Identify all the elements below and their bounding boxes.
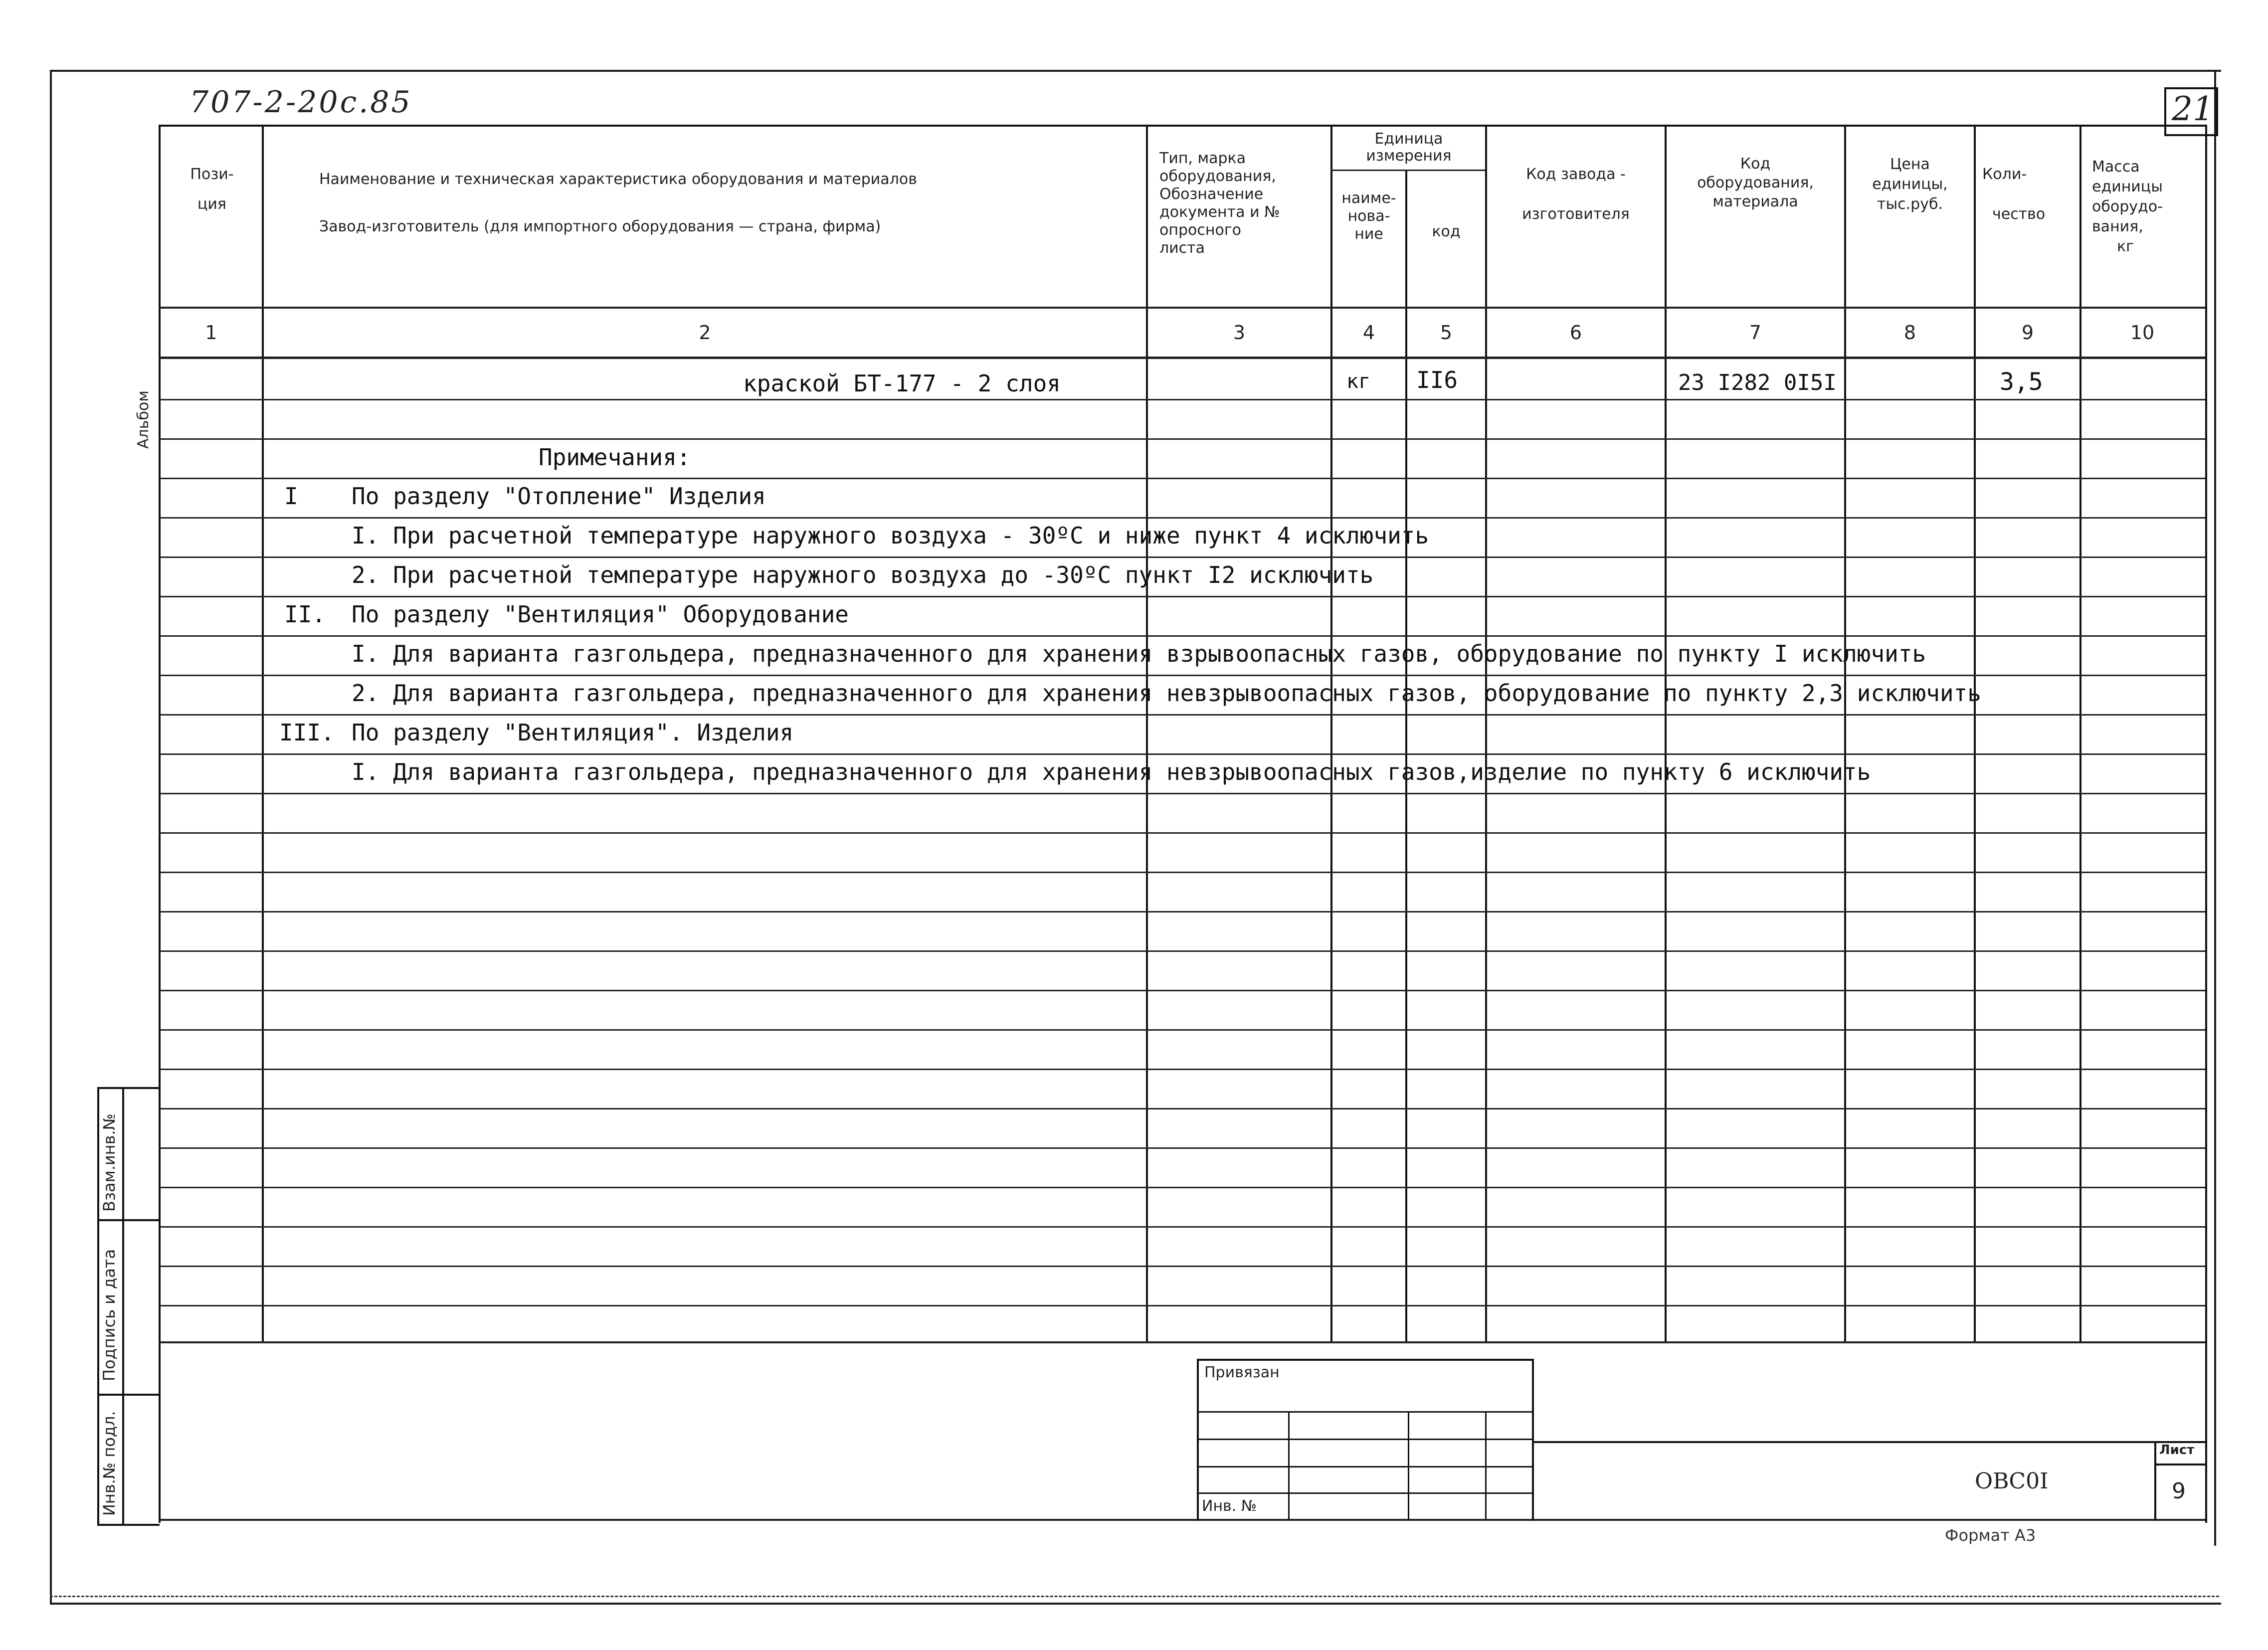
left-strip-invpodl: Инв.№ подл. [100, 1411, 119, 1516]
note1-title: По разделу "Отопление" Изделия [352, 483, 766, 510]
stamp-line-2 [1197, 1439, 1534, 1440]
format-label: Формат А3 [1945, 1526, 2036, 1545]
body-row-line [159, 478, 2205, 479]
header-unit-l2: измерения [1366, 147, 1452, 165]
colnum-8: 8 [1903, 322, 1916, 344]
note2-item1: I. Для варианта газгольдера, предназначенного для хранения взрывоопасных газов, оборудование по пункту I исключить [352, 640, 1926, 667]
header-unit-name-l2: нова- [1347, 207, 1390, 225]
header-type-l4: документа и № [1159, 203, 1280, 221]
body-row-line [159, 1226, 2205, 1228]
header-name-l1: Наименование и техническая характеристика оборудования и материалов [319, 171, 917, 188]
body-row-line [159, 556, 2205, 558]
header-price-l3: тыс.руб. [1877, 195, 1943, 213]
header-unit-name [1332, 189, 1405, 243]
header-price-l2: единицы, [1872, 176, 1948, 193]
header-position-l2: ция [197, 195, 226, 213]
left-strip-sep-2 [97, 1394, 160, 1396]
header-mass-l3: оборудо- [2092, 198, 2163, 215]
body-row-line [159, 793, 2205, 794]
bottom-cut-line [50, 1596, 2219, 1599]
stamp-block-top [1197, 1359, 1534, 1361]
sheet-box-left [2154, 1441, 2156, 1521]
body-row-line [159, 911, 2205, 913]
header-mass-l4: вания, [2092, 218, 2143, 235]
header-unit-l1: Единица [1374, 130, 1443, 148]
row1-quantity: 3,5 [2000, 368, 2043, 396]
stamp-inv: Инв. № [1202, 1497, 1257, 1515]
sheet-label: Лист [2159, 1443, 2195, 1458]
colnum-6: 6 [1569, 322, 1582, 344]
header-plant-code [1487, 155, 1665, 234]
body-row-line [159, 1305, 2205, 1306]
note1-item2: 2. При расчетной температуре наружного воздуха до -30ºС пункт I2 исключить [352, 561, 1374, 588]
document-number: 707-2-20с.85 [189, 85, 412, 120]
col-line-4 [1405, 170, 1407, 1341]
unit-group-line [1330, 170, 1485, 171]
note2-item2: 2. Для варианта газгольдера, предназначенного для хранения невзрывоопасных газов, оборудование по пункту 2,3 исключить [352, 680, 1981, 707]
stamp-vline-3 [1485, 1411, 1487, 1521]
sheet-box-mid [2154, 1464, 2205, 1466]
header-type-l2: оборудования, [1159, 168, 1276, 185]
body-row-line [159, 990, 2205, 991]
drawing-code: ОВС0I [1975, 1468, 2049, 1494]
header-quantity [1982, 155, 2077, 234]
header-type-l1: Тип, марка [1159, 150, 1246, 167]
row1-material-code: 23 I282 0I5I [1678, 370, 1837, 395]
note2-title: По разделу "Вентиляция" Оборудование [352, 601, 849, 628]
left-strip-sep-1 [97, 1219, 160, 1221]
note1-item1: I. При расчетной температуре наружного воздуха - 30ºС и ниже пункт 4 исключить [352, 522, 1429, 549]
body-row-line [159, 438, 2205, 440]
left-strip-bottom [97, 1524, 160, 1526]
body-row-line [159, 1108, 2205, 1109]
header-equipment-code-l1: Код [1740, 155, 1771, 173]
header-mass [2092, 157, 2202, 257]
header-position [170, 165, 254, 214]
note2-number: II. [284, 601, 326, 628]
header-position-l1: Пози- [190, 166, 234, 183]
body-row-line [159, 675, 2205, 676]
body-row-line [159, 714, 2205, 716]
header-price [1846, 155, 1974, 214]
body-row-line [159, 832, 2205, 834]
body-row-line [159, 596, 2205, 597]
colnum-3: 3 [1233, 322, 1246, 344]
stamp-privyazan: Привязан [1204, 1364, 1280, 1381]
header-quantity-l1: Коли- [1982, 166, 2027, 183]
header-equipment-code [1667, 155, 1844, 211]
title-block-top [1534, 1441, 2205, 1443]
header-mass-l1: Масса [2092, 158, 2140, 176]
header-bottom-line [159, 307, 2205, 309]
stamp-line-3 [1197, 1466, 1534, 1467]
body-row-line [159, 950, 2205, 952]
header-type-l5: опросного [1159, 221, 1241, 239]
note1-number: I [284, 483, 298, 510]
header-type-l3: Обозначение [1159, 185, 1264, 203]
header-unit-group [1332, 131, 1485, 165]
notes-title: Примечания: [539, 444, 691, 471]
header-type-l6: листа [1159, 239, 1205, 257]
left-strip-podpis: Подпись и дата [100, 1249, 119, 1381]
header-price-l1: Цена [1890, 156, 1930, 173]
body-row-line [159, 1187, 2205, 1188]
colnum-10: 10 [2130, 322, 2155, 344]
body-row-line [159, 1069, 2205, 1070]
body-row-line [159, 1147, 2205, 1149]
note3-number: III. [279, 719, 335, 746]
left-strip-outer [97, 1087, 99, 1526]
header-plant-code-l1: Код завода - [1526, 166, 1626, 183]
stamp-line-4 [1197, 1492, 1534, 1494]
row1-unit-code: II6 [1416, 367, 1458, 393]
sheet-number: 21 [2172, 90, 2214, 128]
stamp-vline-2 [1408, 1411, 1409, 1521]
left-strip-mid [122, 1087, 124, 1526]
colnum-2: 2 [699, 322, 711, 344]
colnum-bottom-line [159, 357, 2205, 359]
body-row-line [159, 872, 2205, 873]
body-row-line [159, 1029, 2205, 1031]
stamp-vline-1 [1288, 1411, 1290, 1521]
colnum-9: 9 [2021, 322, 2034, 344]
album-label: Альбом [135, 390, 152, 449]
left-strip-top [97, 1087, 160, 1089]
header-unit-code: код [1432, 223, 1461, 240]
body-row-line [159, 635, 2205, 637]
row1-unit: кг [1346, 370, 1371, 393]
colnum-7: 7 [1749, 322, 1762, 344]
left-strip-vzam: Взам.инв.№ [100, 1113, 119, 1212]
header-type [1159, 150, 1329, 257]
colnum-5: 5 [1440, 322, 1453, 344]
note3-title: По разделу "Вентиляция". Изделия [352, 719, 794, 746]
colnum-1: 1 [205, 322, 217, 344]
header-equipment-code-l2: оборудования, [1697, 174, 1814, 191]
body-row-line [159, 517, 2205, 519]
body-row-line [159, 1266, 2205, 1267]
header-unit-name-l1: наиме- [1341, 189, 1396, 207]
header-quantity-l2: чество [1992, 205, 2046, 223]
stamp-bottom-line [159, 1519, 2205, 1521]
header-mass-l2: единицы [2092, 178, 2163, 195]
outer-frame-right [2214, 70, 2216, 1546]
body-row-line [159, 399, 2205, 400]
body-row-line [159, 753, 2205, 755]
colnum-4: 4 [1362, 322, 1375, 344]
sheet-value: 9 [2172, 1478, 2186, 1504]
header-plant-code-l2: изготовителя [1522, 205, 1630, 223]
header-name-l2: Завод-изготовитель (для импортного оборудования — страна, фирма) [319, 218, 881, 235]
row1-name: краской БТ-177 - 2 слоя [743, 370, 1061, 397]
header-mass-l5: кг [2117, 238, 2134, 255]
header-equipment-code-l3: материала [1712, 193, 1798, 210]
note3-item1: I. Для варианта газгольдера, предназначенного для хранения невзрывоопасных газов,изделие по пункту 6 исключить [352, 758, 1871, 785]
header-unit-name-l3: ние [1354, 225, 1383, 243]
table-bottom-line [159, 1341, 2205, 1343]
stamp-line-1 [1197, 1411, 1534, 1413]
